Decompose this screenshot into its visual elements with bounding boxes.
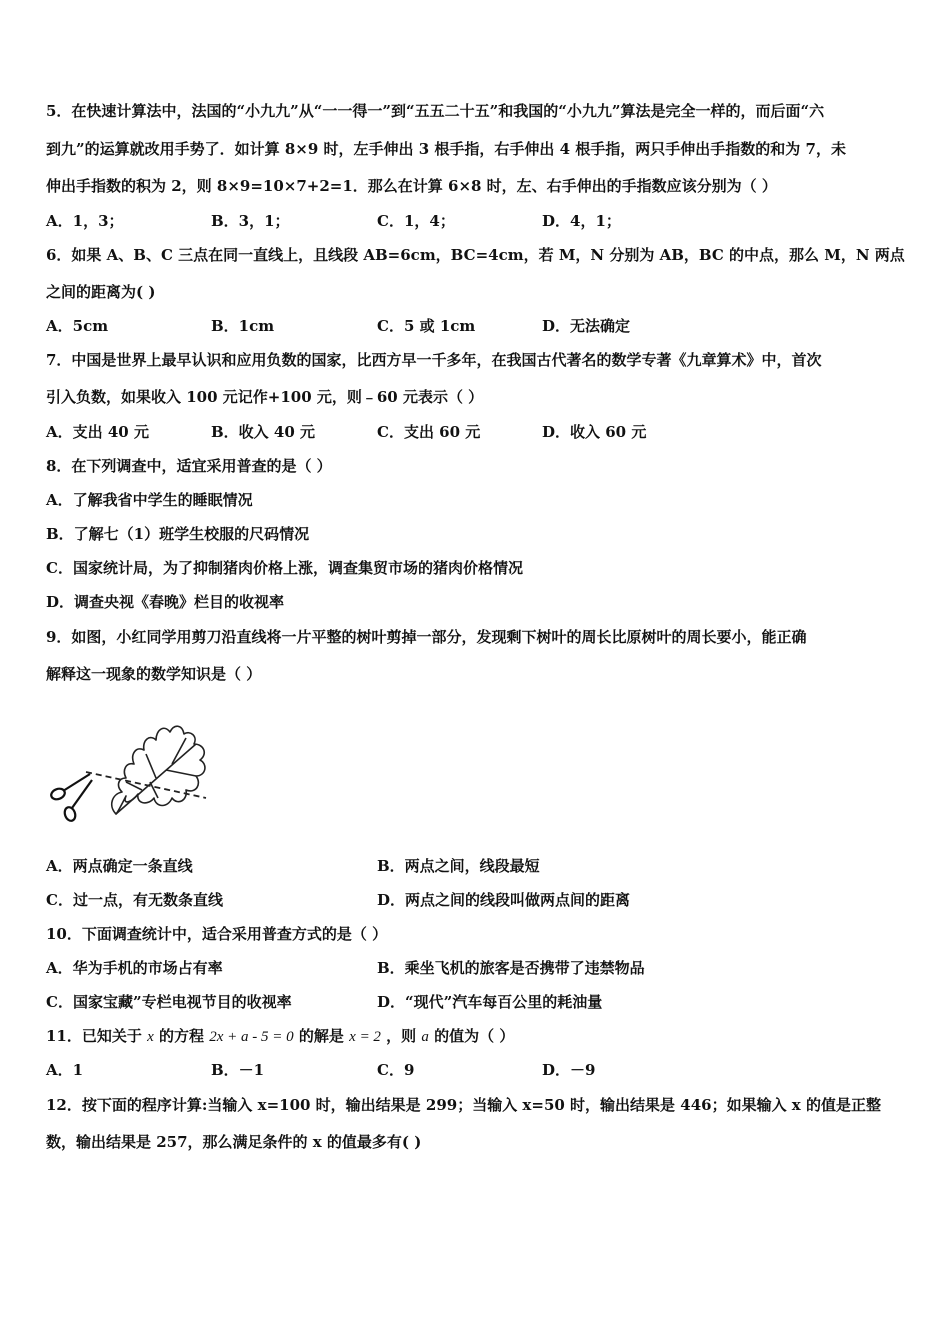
- q8-option-d: D．调查央视《春晚》栏目的收视率: [46, 593, 285, 611]
- scissors-icon: [50, 774, 92, 822]
- q10-option-d: D．“现代”汽车每百公里的耗油量: [377, 993, 603, 1011]
- q7-option-c: C．支出 60 元: [377, 423, 481, 441]
- q11-text-4: ，则: [386, 1027, 417, 1045]
- q11-solution: x = 2: [349, 1029, 381, 1045]
- q12-line-1: 12．按下面的程序计算:当输入 x=100 时，输出结果是 299；当输入 x=50 时，输出结果是 446；如果输入 x 的值是正整: [46, 1096, 881, 1114]
- q6-line-1: 6．如果 A、B、C 三点在同一直线上，且线段 AB=6cm，BC=4cm，若 M，N 分别为 AB，BC 的中点，那么 M，N 两点: [46, 246, 905, 264]
- q6-line-2: 之间的距离为( ): [46, 283, 156, 301]
- q5-option-a: A．1，3；: [46, 212, 124, 230]
- q6-option-b: B．1cm: [211, 317, 275, 335]
- leaf-icon: [112, 726, 205, 814]
- q10-option-a: A．华为手机的市场占有率: [46, 959, 223, 977]
- q8-option-a: A．了解我省中学生的睡眠情况: [46, 491, 253, 509]
- q7-option-a: A．支出 40 元: [46, 423, 149, 441]
- q9-option-b: B．两点之间，线段最短: [377, 857, 540, 875]
- q9-line-2: 解释这一现象的数学知识是（ ）: [46, 665, 262, 683]
- q9-option-d: D．两点之间的线段叫做两点间的距离: [377, 891, 631, 909]
- q11-text-3: 的解是: [298, 1027, 344, 1045]
- q5-line-3: 伸出手指数的积为 2，则 8×9=10×7+2=1．那么在计算 6×8 时，左、右手伸出的手指数应该分别为（ ）: [46, 177, 777, 195]
- cut-line: [86, 772, 206, 798]
- q8-option-c: C．国家统计局，为了抑制猪肉价格上涨，调查集贸市场的猪肉价格情况: [46, 559, 523, 577]
- q7-line-2: 引入负数，如果收入 100 元记作+100 元，则﹣60 元表示（ ）: [46, 388, 484, 406]
- q5-line-2: 到九”的运算就改用手势了．如计算 8×9 时，左手伸出 3 根手指，右手伸出 4 根手指，两只手伸出手指数的和为 7，未: [46, 140, 846, 158]
- q11-text-5: 的值为（ ）: [434, 1027, 515, 1045]
- q11-option-a: A．1: [46, 1061, 84, 1079]
- q10-option-b: B．乘坐飞机的旅客是否携带了违禁物品: [377, 959, 645, 977]
- q5-option-d: D．4，1；: [542, 212, 621, 230]
- q10-option-c: C．国家宝藏”专栏电视节目的收视率: [46, 993, 292, 1011]
- q11-option-d: D．－9: [542, 1061, 596, 1079]
- q6-option-c: C．5 或 1cm: [377, 317, 476, 335]
- q7-option-d: D．收入 60 元: [542, 423, 647, 441]
- q11-option-c: C．9: [377, 1061, 415, 1079]
- q11-text-1: 11．已知关于: [46, 1027, 142, 1045]
- q11-line-1: [46, 1025, 514, 1048]
- q7-option-b: B．收入 40 元: [211, 423, 315, 441]
- q5-option-c: C．1，4；: [377, 212, 455, 230]
- q11-var-x: x: [147, 1029, 154, 1045]
- q10-line-1: 10．下面调查统计中，适合采用普查方式的是（ ）: [46, 925, 388, 943]
- q11-text-2: 的方程: [159, 1027, 205, 1045]
- q11-var-a: a: [421, 1029, 429, 1045]
- q11-equation: 2x + a - 5 = 0: [209, 1029, 294, 1045]
- q11-option-b: B．－1: [211, 1061, 265, 1079]
- q12-line-2: 数，输出结果是 257，那么满足条件的 x 的值最多有( ): [46, 1133, 422, 1151]
- q9-line-1: 9．如图，小红同学用剪刀沿直线将一片平整的树叶剪掉一部分，发现剩下树叶的周长比原树叶的周长要小，能正确: [46, 628, 807, 646]
- q6-option-a: A．5cm: [46, 317, 109, 335]
- q5-line-1: 5．在快速计算法中，法国的“小九九”从“一一得一”到“五五二十五”和我国的“小九九”算法是完全一样的，而后面“六: [46, 102, 825, 120]
- q5-option-b: B．3，1；: [211, 212, 290, 230]
- leaf-scissors-figure: [46, 694, 216, 834]
- q9-option-a: A．两点确定一条直线: [46, 857, 193, 875]
- q9-option-c: C．过一点，有无数条直线: [46, 891, 223, 909]
- q6-option-d: D．无法确定: [542, 317, 631, 335]
- q7-line-1: 7．中国是世界上最早认识和应用负数的国家，比西方早一千多年，在我国古代著名的数学专著《九章算术》中，首次: [46, 351, 822, 369]
- q8-option-b: B．了解七（1）班学生校服的尺码情况: [46, 525, 310, 543]
- q8-line-1: 8．在下列调查中，适宜采用普查的是（ ）: [46, 457, 332, 475]
